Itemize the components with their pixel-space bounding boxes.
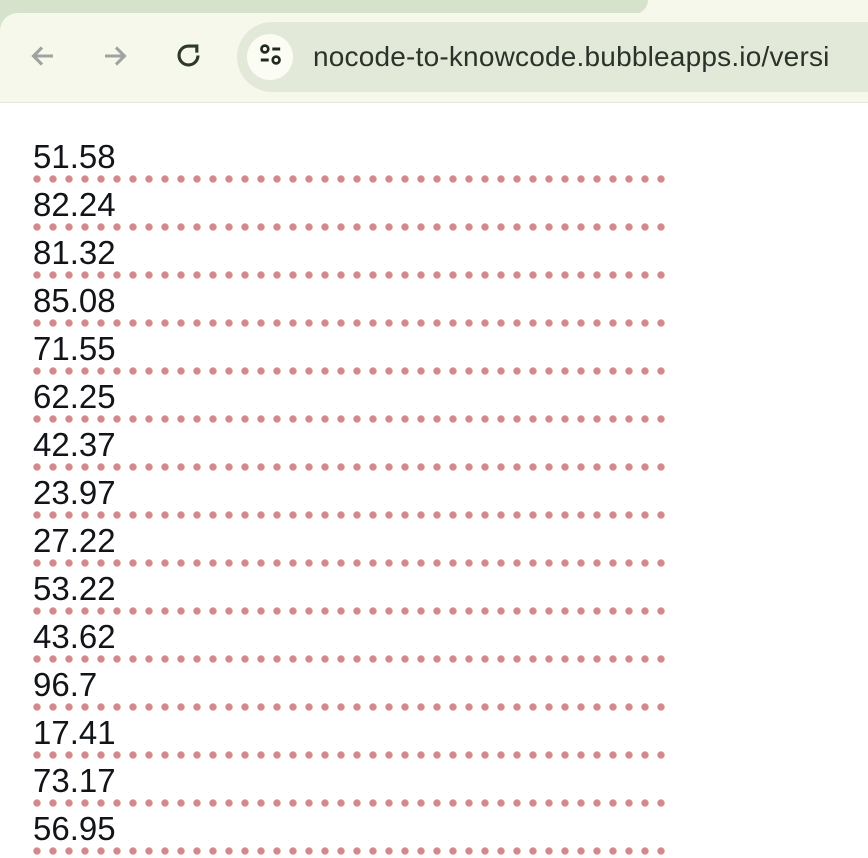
item-value: 85.08 — [33, 282, 116, 319]
forward-button[interactable] — [93, 37, 137, 77]
item-value: 81.32 — [33, 234, 116, 271]
dotted-separator — [33, 703, 671, 711]
list-item — [33, 619, 868, 667]
item-value: 53.22 — [33, 570, 116, 607]
repeating-list — [33, 139, 868, 858]
list-item — [33, 331, 868, 379]
dotted-separator — [33, 223, 671, 231]
list-item — [33, 811, 868, 858]
item-value: 23.97 — [33, 474, 116, 511]
dotted-separator — [33, 847, 671, 855]
dotted-separator — [33, 415, 671, 423]
item-value: 27.22 — [33, 522, 116, 559]
dotted-separator — [33, 751, 671, 759]
item-value: 73.17 — [33, 762, 116, 799]
list-item — [33, 523, 868, 571]
dotted-separator — [33, 655, 671, 663]
item-value: 96.7 — [33, 666, 98, 703]
dotted-separator — [33, 175, 671, 183]
dotted-separator — [33, 559, 671, 567]
address-bar[interactable] — [237, 22, 868, 92]
dotted-separator — [33, 271, 671, 279]
site-info-button[interactable] — [247, 34, 293, 80]
reload-button[interactable] — [166, 37, 210, 77]
item-value: 42.37 — [33, 426, 116, 463]
item-value: 17.41 — [33, 714, 116, 751]
list-item — [33, 235, 868, 283]
dotted-separator — [33, 367, 671, 375]
item-value: 56.95 — [33, 810, 116, 847]
list-item — [33, 139, 868, 187]
list-item — [33, 763, 868, 811]
url-text: nocode-to-knowcode.bubbleapps.io/versi — [313, 41, 830, 72]
reload-icon — [175, 42, 202, 72]
dotted-separator — [33, 319, 671, 327]
list-item — [33, 667, 868, 715]
arrow-right-icon — [101, 42, 130, 73]
list-item — [33, 379, 868, 427]
dotted-separator — [33, 799, 671, 807]
dotted-separator — [33, 607, 671, 615]
item-value: 43.62 — [33, 618, 116, 655]
item-value: 71.55 — [33, 330, 116, 367]
list-item — [33, 427, 868, 475]
browser-toolbar — [0, 0, 868, 103]
list-item — [33, 283, 868, 331]
dotted-separator — [33, 463, 671, 471]
site-settings-icon — [257, 41, 284, 73]
tab-strip — [0, 0, 648, 14]
list-item — [33, 571, 868, 619]
arrow-left-icon — [28, 42, 57, 73]
item-value: 51.58 — [33, 138, 116, 175]
list-item — [33, 715, 868, 763]
list-item — [33, 187, 868, 235]
back-button[interactable] — [20, 37, 64, 77]
item-value: 62.25 — [33, 378, 116, 415]
dotted-separator — [33, 511, 671, 519]
page-content — [0, 103, 868, 858]
item-value: 82.24 — [33, 186, 116, 223]
list-item — [33, 475, 868, 523]
